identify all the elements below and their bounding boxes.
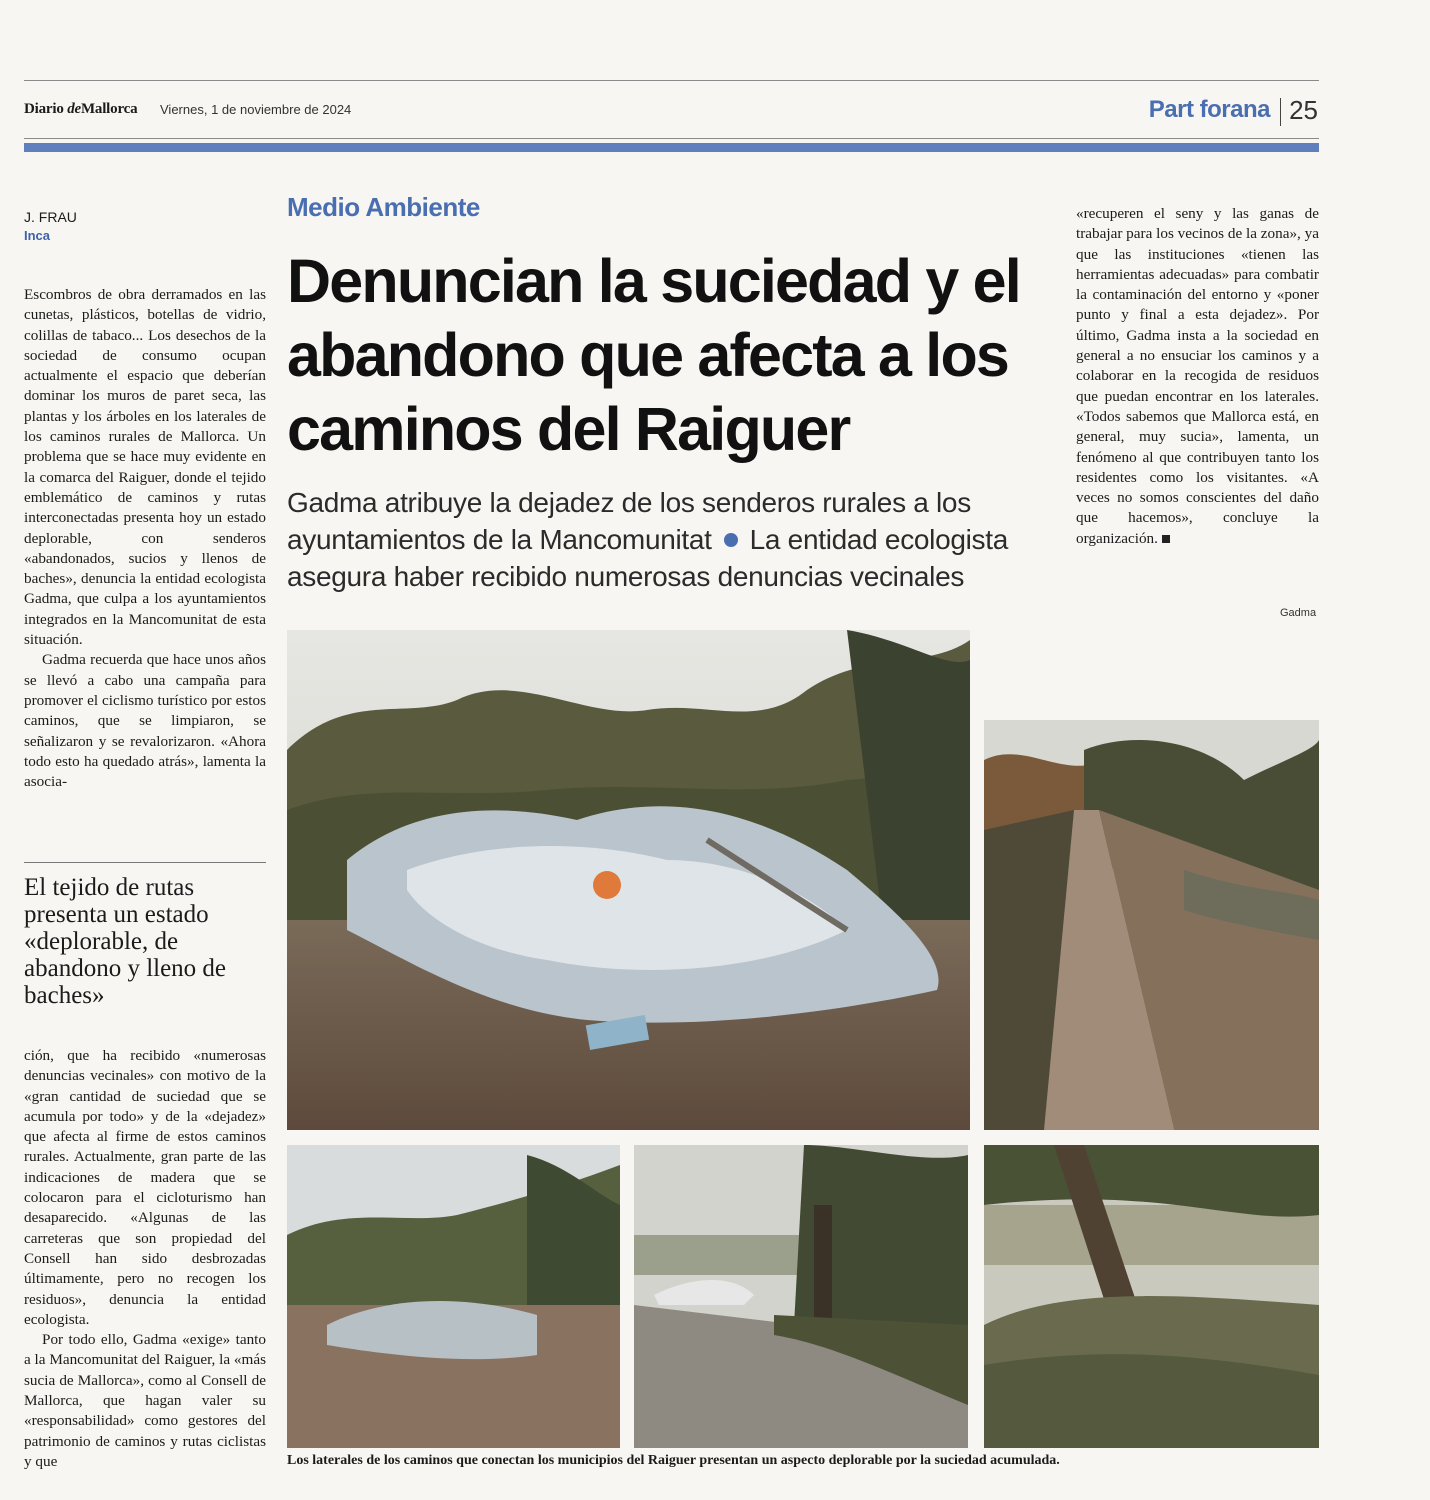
bullet-icon (724, 533, 738, 547)
author-byline: J. FRAU (24, 209, 77, 225)
end-mark-icon (1162, 535, 1170, 543)
section-title: Part forana (1148, 96, 1270, 123)
masthead: Diario deMallorca (24, 101, 138, 117)
photo-bags-by-road (634, 1145, 968, 1448)
body-column-1a (24, 285, 266, 792)
header-rule (24, 138, 1319, 139)
photo-credit: Gadma (1280, 607, 1317, 619)
top-rule (24, 80, 1319, 81)
page-number: 25 (1289, 95, 1318, 125)
article-headline: Denuncian la suciedad y el abandono que afecta a los caminos del Raiguer (287, 247, 1020, 463)
pullquote-rule (24, 862, 266, 863)
dateline-place: Inca (24, 228, 51, 243)
pull-quote: El tejido de rutas presenta un estado «deplorable, de abandono y lleno de baches» (24, 874, 227, 1009)
body-column-3 (1076, 204, 1319, 549)
subhead-part-2: La entidad ecologista asegura haber recibido numerosas denuncias vecinales (287, 524, 1009, 592)
paragraph: ción, que ha recibido «numerosas denuncias vecinales» con motivo de la «gran cantidad de suciedad que se acumula por todo» y de la «dejadez» que afecta al firme de estos caminos rurales. Actualmente, gran parte de las indicaciones de madera que se colocaron para el cicloturismo han desaparecido. «Algunas de las carreteras que son propiedad del Consell han sido desbrozadas últimamente, pero no recogen los residuos», denuncia la entidad ecologista. (24, 1047, 266, 1328)
photo-dirt-road (984, 720, 1319, 1130)
paragraph: Escombros de obra derramados en las cunetas, plásticos, botellas de vidrio, colillas de tabaco... Los desechos de la sociedad de consumo ocupan actualmente el espacio que deberían dominar los muros de paret seca, las plantas y los árboles en los laterales de los caminos rurales de Mallorca. Un problema que se hace muy evidente en la comarca del Raiguer, donde el tejido emblemático de caminos y rutas interconectadas presenta hoy un estado deplorable, con senderos «abandonados, sucios y llenos de baches», denuncia la entidad ecologista Gadma, que culpa a los ayuntamientos integrados en la Mancomunitat de esta situación. (24, 286, 266, 649)
photo-tree-roadside (984, 1145, 1319, 1448)
paragraph: Gadma recuerda que hace unos años se llevó a cabo una campaña para promover el ciclismo turístico por estos caminos, que se limpiaron, se señalizaron y se revalorizaron. «Ahora todo esto ha quedado atrás», lamenta la asocia- (24, 651, 266, 791)
page-separator (1280, 98, 1281, 126)
article-subhead (287, 484, 1077, 595)
paragraph: «recuperen el seny y las ganas de trabajar para los vecinos de la zona», ya que las instituciones «tienen las herramientas adecuadas» para combatir la contaminación del entorno y «poner punto y final a esta dejadez». Por último, Gadma insta a la sociedad en general a no ensuciar los caminos y a colaborar en la recogida de residuos que puedan encontrar en los laterales. «Todos sabemos que Mallorca está, en general, muy sucia», lamenta, un fenómeno al que contribuyen tanto los residentes como los visitantes. «A veces no somos conscientes del daño que hacemos», concluye la organización. (1076, 205, 1319, 547)
photo-caption: Los laterales de los caminos que conectan los municipios del Raiguer presentan un aspecto deplorable por la suciedad acumulada. (287, 1453, 1060, 1468)
photo-debris-field (287, 1145, 620, 1448)
paragraph: Por todo ello, Gadma «exige» tanto a la Mancomunitat del Raiguer, la «más sucia de Mallorca», como al Consell de Mallorca, que hagan valer su «responsabilidad» como gestores del patrimonio de caminos y rutas ciclistas y que (24, 1331, 266, 1470)
article-kicker: Medio Ambiente (287, 192, 480, 222)
body-column-1b (24, 1046, 266, 1472)
photo-rubble-pile (287, 630, 970, 1130)
subhead-part-1: Gadma atribuye la dejadez de los senderos rurales a los ayuntamientos de la Mancomunitat (287, 487, 971, 555)
issue-date: Viernes, 1 de noviembre de 2024 (160, 102, 352, 117)
section-band (24, 143, 1319, 152)
